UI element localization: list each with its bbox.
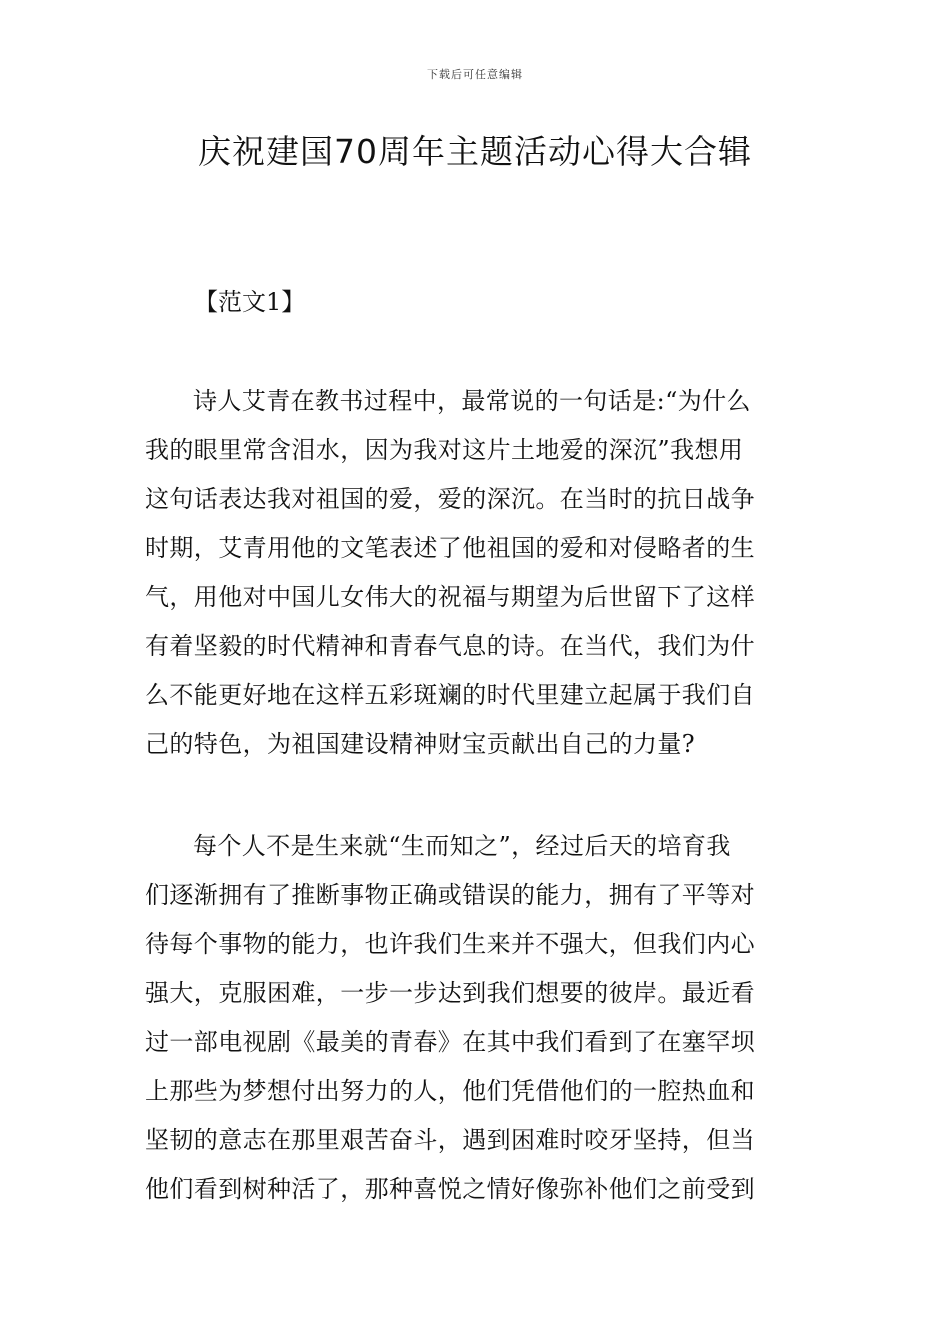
paragraph-line: 我的眼里常含泪水，因为我对这片土地爱的深沉”我想用 [145,436,744,464]
section-label: 【范文1】 [194,288,306,316]
paragraph-line: 这句话表达我对祖国的爱，爱的深沉。在当时的抗日战争 [145,485,755,513]
paragraph-line: 上那些为梦想付出努力的人，他们凭借他们的一腔热血和 [145,1077,755,1105]
paragraph-line: 有着坚毅的时代精神和青春气息的诗。在当代，我们为什 [145,632,755,660]
paragraph-line: 待每个事物的能力，也许我们生来并不强大，但我们内心 [145,930,755,958]
paragraph-line: 己的特色，为祖国建设精神财宝贡献出自己的力量? [145,730,696,758]
paragraph-line: 过一部电视剧《最美的青春》在其中我们看到了在塞罕坝 [145,1028,755,1056]
header-note: 下载后可任意编辑 [427,68,523,81]
paragraph-line: 强大，克服困难，一步一步达到我们想要的彼岸。最近看 [145,979,755,1007]
paragraph-line: 坚韧的意志在那里艰苦奋斗，遇到困难时咬牙坚持，但当 [145,1126,755,1154]
paragraph-line: 时期，艾青用他的文笔表述了他祖国的爱和对侵略者的生 [145,534,755,562]
document-title: 庆祝建国70周年主题活动心得大合辑 [198,132,752,171]
paragraph-line: 们逐渐拥有了推断事物正确或错误的能力，拥有了平等对 [145,881,755,909]
paragraph-line: 每个人不是生来就“生而知之”，经过后天的培育我 [193,832,731,860]
paragraph-line: 他们看到树种活了，那种喜悦之情好像弥补他们之前受到 [145,1175,755,1203]
paragraph-line: 诗人艾青在教书过程中，最常说的一句话是:“为什么 [193,387,751,415]
paragraph-line: 么不能更好地在这样五彩斑斓的时代里建立起属于我们自 [145,681,755,709]
paragraph-2 [145,822,810,1214]
paragraph-1 [145,377,810,769]
paragraph-line: 气，用他对中国儿女伟大的祝福与期望为后世留下了这样 [145,583,755,611]
